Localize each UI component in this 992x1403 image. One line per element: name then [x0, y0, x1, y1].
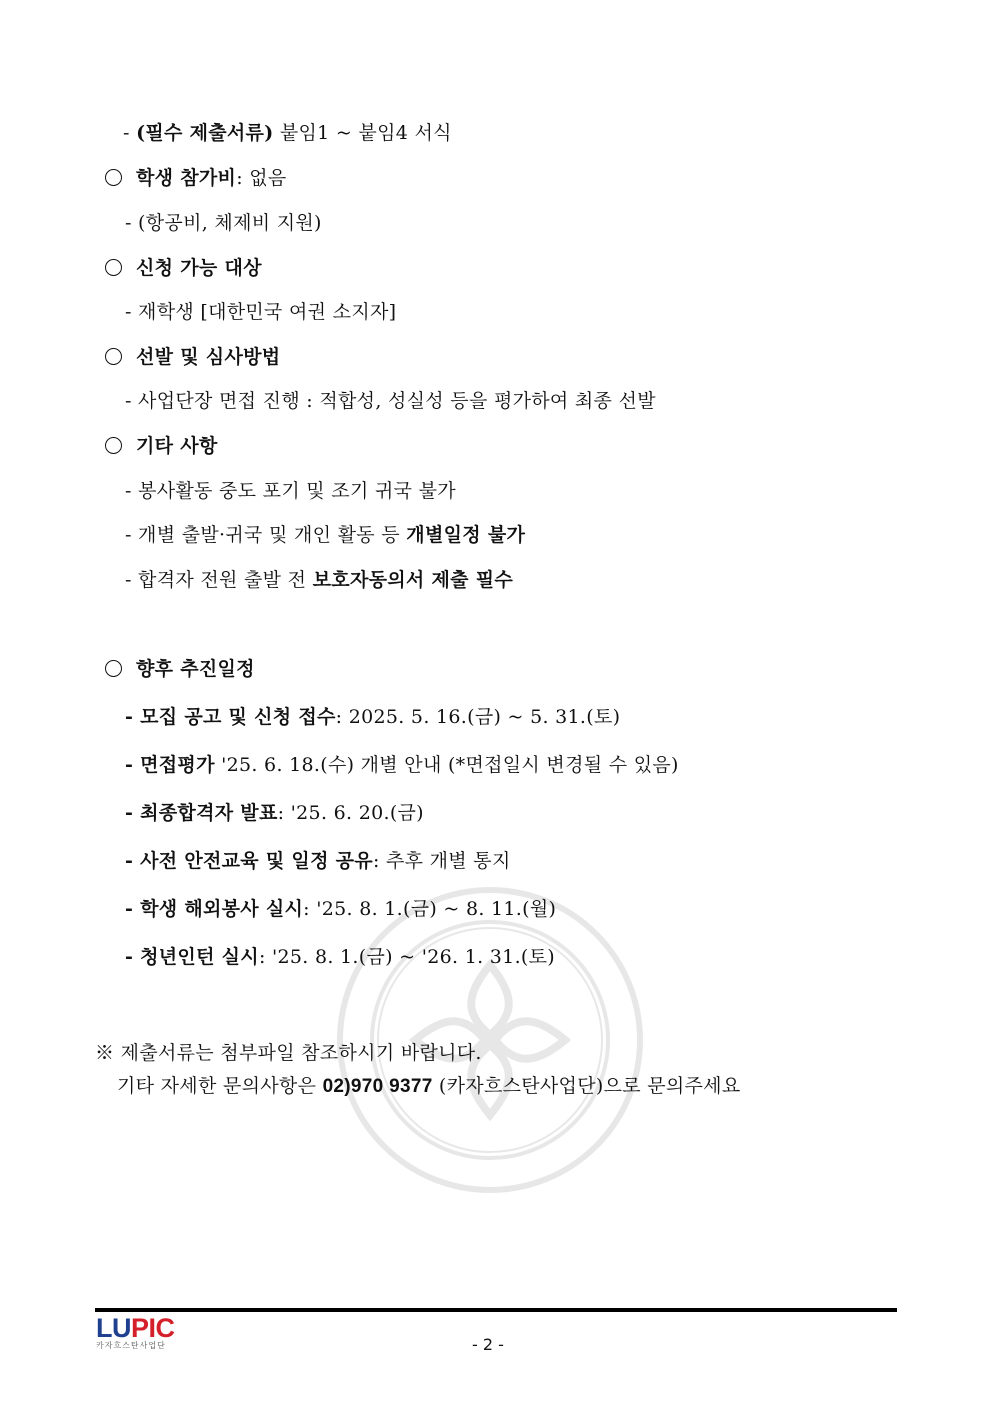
schedule-item-value: : '25. 6. 20.(금): [277, 802, 424, 824]
page-number: - 2 -: [472, 1335, 504, 1354]
required-docs-line: [123, 120, 452, 146]
misc-item-2: [125, 522, 525, 548]
schedule-item-value: : 2025. 5. 16.(금) ~ 5. 31.(토): [335, 706, 621, 728]
logo-lu: LU: [96, 1313, 131, 1343]
selection-heading: [105, 344, 280, 370]
required-docs-value: 붙임1 ~ 붙임4 서식: [273, 122, 452, 144]
misc-title: 기타 사항: [136, 435, 218, 457]
fee-heading: [105, 165, 287, 191]
circle-bullet-icon: [105, 259, 122, 276]
footer-rule: [95, 1308, 897, 1312]
misc-item-2-bold: 개별일정 불가: [406, 524, 526, 546]
logo-pic: PIC: [131, 1313, 175, 1343]
circle-bullet-icon: [105, 437, 122, 454]
fee-title: 학생 참가비: [136, 167, 237, 189]
misc-item-2-text: - 개별 출발·귀국 및 개인 활동 등: [125, 524, 407, 546]
selection-item: - 사업단장 면접 진행 : 적합성, 성실성 등을 평가하여 최종 선발: [125, 390, 656, 412]
circle-bullet-icon: [105, 169, 122, 186]
required-docs-dash: -: [123, 122, 130, 144]
circle-bullet-icon: [105, 660, 122, 677]
misc-item-1: - 봉사활동 중도 포기 및 조기 귀국 불가: [125, 480, 456, 502]
note-line-1: ※ 제출서류는 첨부파일 참조하시기 바랍니다.: [95, 1042, 482, 1064]
lupic-logo: [96, 1314, 175, 1351]
schedule-item-value: : 추후 개별 통지: [372, 850, 511, 872]
schedule-item-value: : '25. 8. 1.(금) ~ '26. 1. 31.(토): [258, 946, 555, 968]
schedule-item: - 학생 해외봉사 실시: '25. 8. 1.(금) ~ 8. 11.(월): [125, 898, 557, 920]
schedule-item-value: '25. 6. 18.(수) 개별 안내 (*면접일시 변경될 수 있음): [214, 754, 679, 776]
schedule-item-label: 최종합격자 발표: [140, 802, 278, 824]
eligibility-item: - 재학생 [대한민국 여권 소지자]: [125, 301, 397, 323]
schedule-title: 향후 추진일정: [136, 658, 255, 680]
contact-phone: 02)970 9377: [322, 1076, 433, 1097]
misc-item-3: [125, 567, 513, 593]
schedule-item: - 면접평가 '25. 6. 18.(수) 개별 안내 (*면접일시 변경될 수 있음): [125, 754, 679, 776]
note-line-2: [117, 1073, 741, 1100]
schedule-item: - 모집 공고 및 신청 접수: 2025. 5. 16.(금) ~ 5. 31.(토): [125, 706, 621, 728]
schedule-item: - 사전 안전교육 및 일정 공유: 추후 개별 통지: [125, 850, 511, 872]
logo-subtitle: 카자흐스탄사업단: [96, 1341, 166, 1350]
schedule-item-label: 학생 해외봉사 실시: [140, 898, 304, 920]
eligibility-heading: [105, 255, 262, 281]
schedule-item-label: 모집 공고 및 신청 접수: [140, 706, 336, 728]
note-line-2-text: 기타 자세한 문의사항은: [117, 1075, 323, 1097]
required-docs-label: (필수 제출서류): [136, 122, 274, 144]
misc-item-3-bold: 보호자동의서 제출 필수: [312, 569, 514, 591]
selection-title: 선발 및 심사방법: [136, 346, 281, 368]
schedule-item: - 최종합격자 발표: '25. 6. 20.(금): [125, 802, 424, 824]
circle-bullet-icon: [105, 348, 122, 365]
schedule-item-label: 청년인턴 실시: [140, 946, 259, 968]
fee-value: : 없음: [236, 167, 287, 189]
note-line-2-suffix: (카자흐스탄사업단)으로 문의주세요: [432, 1075, 741, 1097]
schedule-heading: [105, 656, 255, 682]
schedule-item-label: 사전 안전교육 및 일정 공유: [140, 850, 373, 872]
schedule-item-label: 면접평가: [140, 754, 215, 776]
schedule-item: - 청년인턴 실시: '25. 8. 1.(금) ~ '26. 1. 31.(토): [125, 946, 555, 968]
fee-note: - (항공비, 체제비 지원): [125, 212, 322, 234]
schedule-item-value: : '25. 8. 1.(금) ~ 8. 11.(월): [303, 898, 557, 920]
eligibility-title: 신청 가능 대상: [136, 257, 262, 279]
misc-heading: [105, 433, 218, 459]
misc-item-3-text: - 합격자 전원 출발 전: [125, 569, 313, 591]
